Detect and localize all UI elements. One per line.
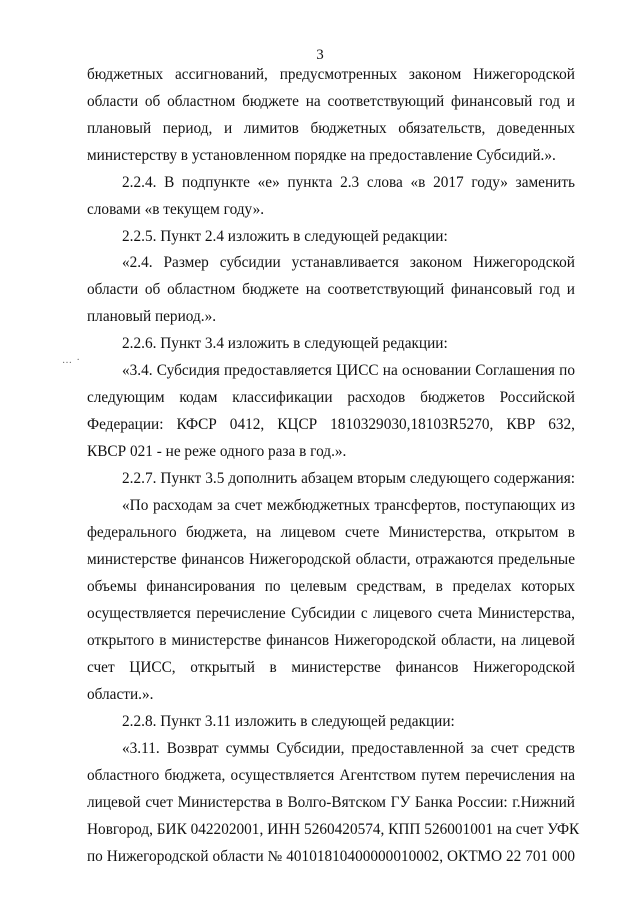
paragraph-line: 2.2.8. Пункт 3.11 изложить в следующей редакции: xyxy=(122,713,455,730)
paragraph-line: следующим кодам классификации расходов бюджетов Российской xyxy=(87,389,575,406)
paragraph-line: Федерации: КФСР 0412, КЦСР 1810329030,18103R5270, КВР 632, xyxy=(87,416,575,433)
paragraph-line: «3.11. Возврат суммы Субсидии, предоставленной за счет средств xyxy=(122,740,575,757)
paragraph-line: счет ЦИСС, открытый в министерстве финансов Нижегородской xyxy=(87,659,575,676)
paragraph-line: области об областном бюджете на соответствующий финансовый год и xyxy=(87,281,575,298)
paragraph-line: 2.2.4. В подпункте «е» пункта 2.3 слова «в 2017 году» заменить xyxy=(122,174,575,191)
paragraph-line: словами «в текущем году». xyxy=(87,201,265,218)
page-number: 3 xyxy=(316,47,324,63)
margin-mark: … · xyxy=(62,355,81,366)
paragraph-line: «2.4. Размер субсидии устанавливается законом Нижегородской xyxy=(122,254,575,271)
paragraph-line: федерального бюджета, на лицевом счете Министерства, открытом в xyxy=(87,524,575,541)
paragraph-line: осуществляется перечисление Субсидии с лицевого счета Министерства, xyxy=(87,605,575,622)
paragraph-line: 2.2.7. Пункт 3.5 дополнить абзацем вторым следующего содержания: xyxy=(122,470,575,487)
paragraph-line: министерстве финансов Нижегородской области, отражаются предельные xyxy=(87,551,575,568)
paragraph-line: плановый период, и лимитов бюджетных обязательств, доведенных xyxy=(87,120,575,137)
paragraph-line: бюджетных ассигнований, предусмотренных законом Нижегородской xyxy=(87,66,575,83)
paragraph-line: области об областном бюджете на соответствующий финансовый год и xyxy=(87,93,575,110)
paragraph-line: «3.4. Субсидия предоставляется ЦИСС на основании Соглашения по xyxy=(122,362,575,379)
paragraph-line: 2.2.6. Пункт 3.4 изложить в следующей редакции: xyxy=(122,335,448,352)
paragraph-line: объемы финансирования по целевым средствам, в пределах которых xyxy=(87,578,575,595)
paragraph-line: Новгород, БИК 042202001, ИНН 5260420574, КПП 526001001 на счет УФК xyxy=(87,821,580,838)
paragraph-line: области.». xyxy=(87,686,154,703)
paragraph-line: 2.2.5. Пункт 2.4 изложить в следующей редакции: xyxy=(122,228,448,245)
paragraph-line: открытого в министерстве финансов Нижегородской области, на лицевой xyxy=(87,632,575,649)
paragraph-line: КВСР 021 - не реже одного раза в год.». xyxy=(87,443,347,460)
paragraph-line: плановый период.». xyxy=(87,308,217,325)
paragraph-line: лицевой счет Министерства в Волго-Вятском ГУ Банка России: г.Нижний xyxy=(87,794,575,811)
paragraph-line: министерству в установленном порядке на предоставление Субсидий.». xyxy=(87,147,556,164)
paragraph-line: областного бюджета, осуществляется Агентством путем перечисления на xyxy=(87,767,575,784)
paragraph-line: по Нижегородской области № 40101810400000010002, ОКТМО 22 701 000 xyxy=(87,848,575,865)
paragraph-line: «По расходам за счет межбюджетных трансфертов, поступающих из xyxy=(122,497,575,514)
